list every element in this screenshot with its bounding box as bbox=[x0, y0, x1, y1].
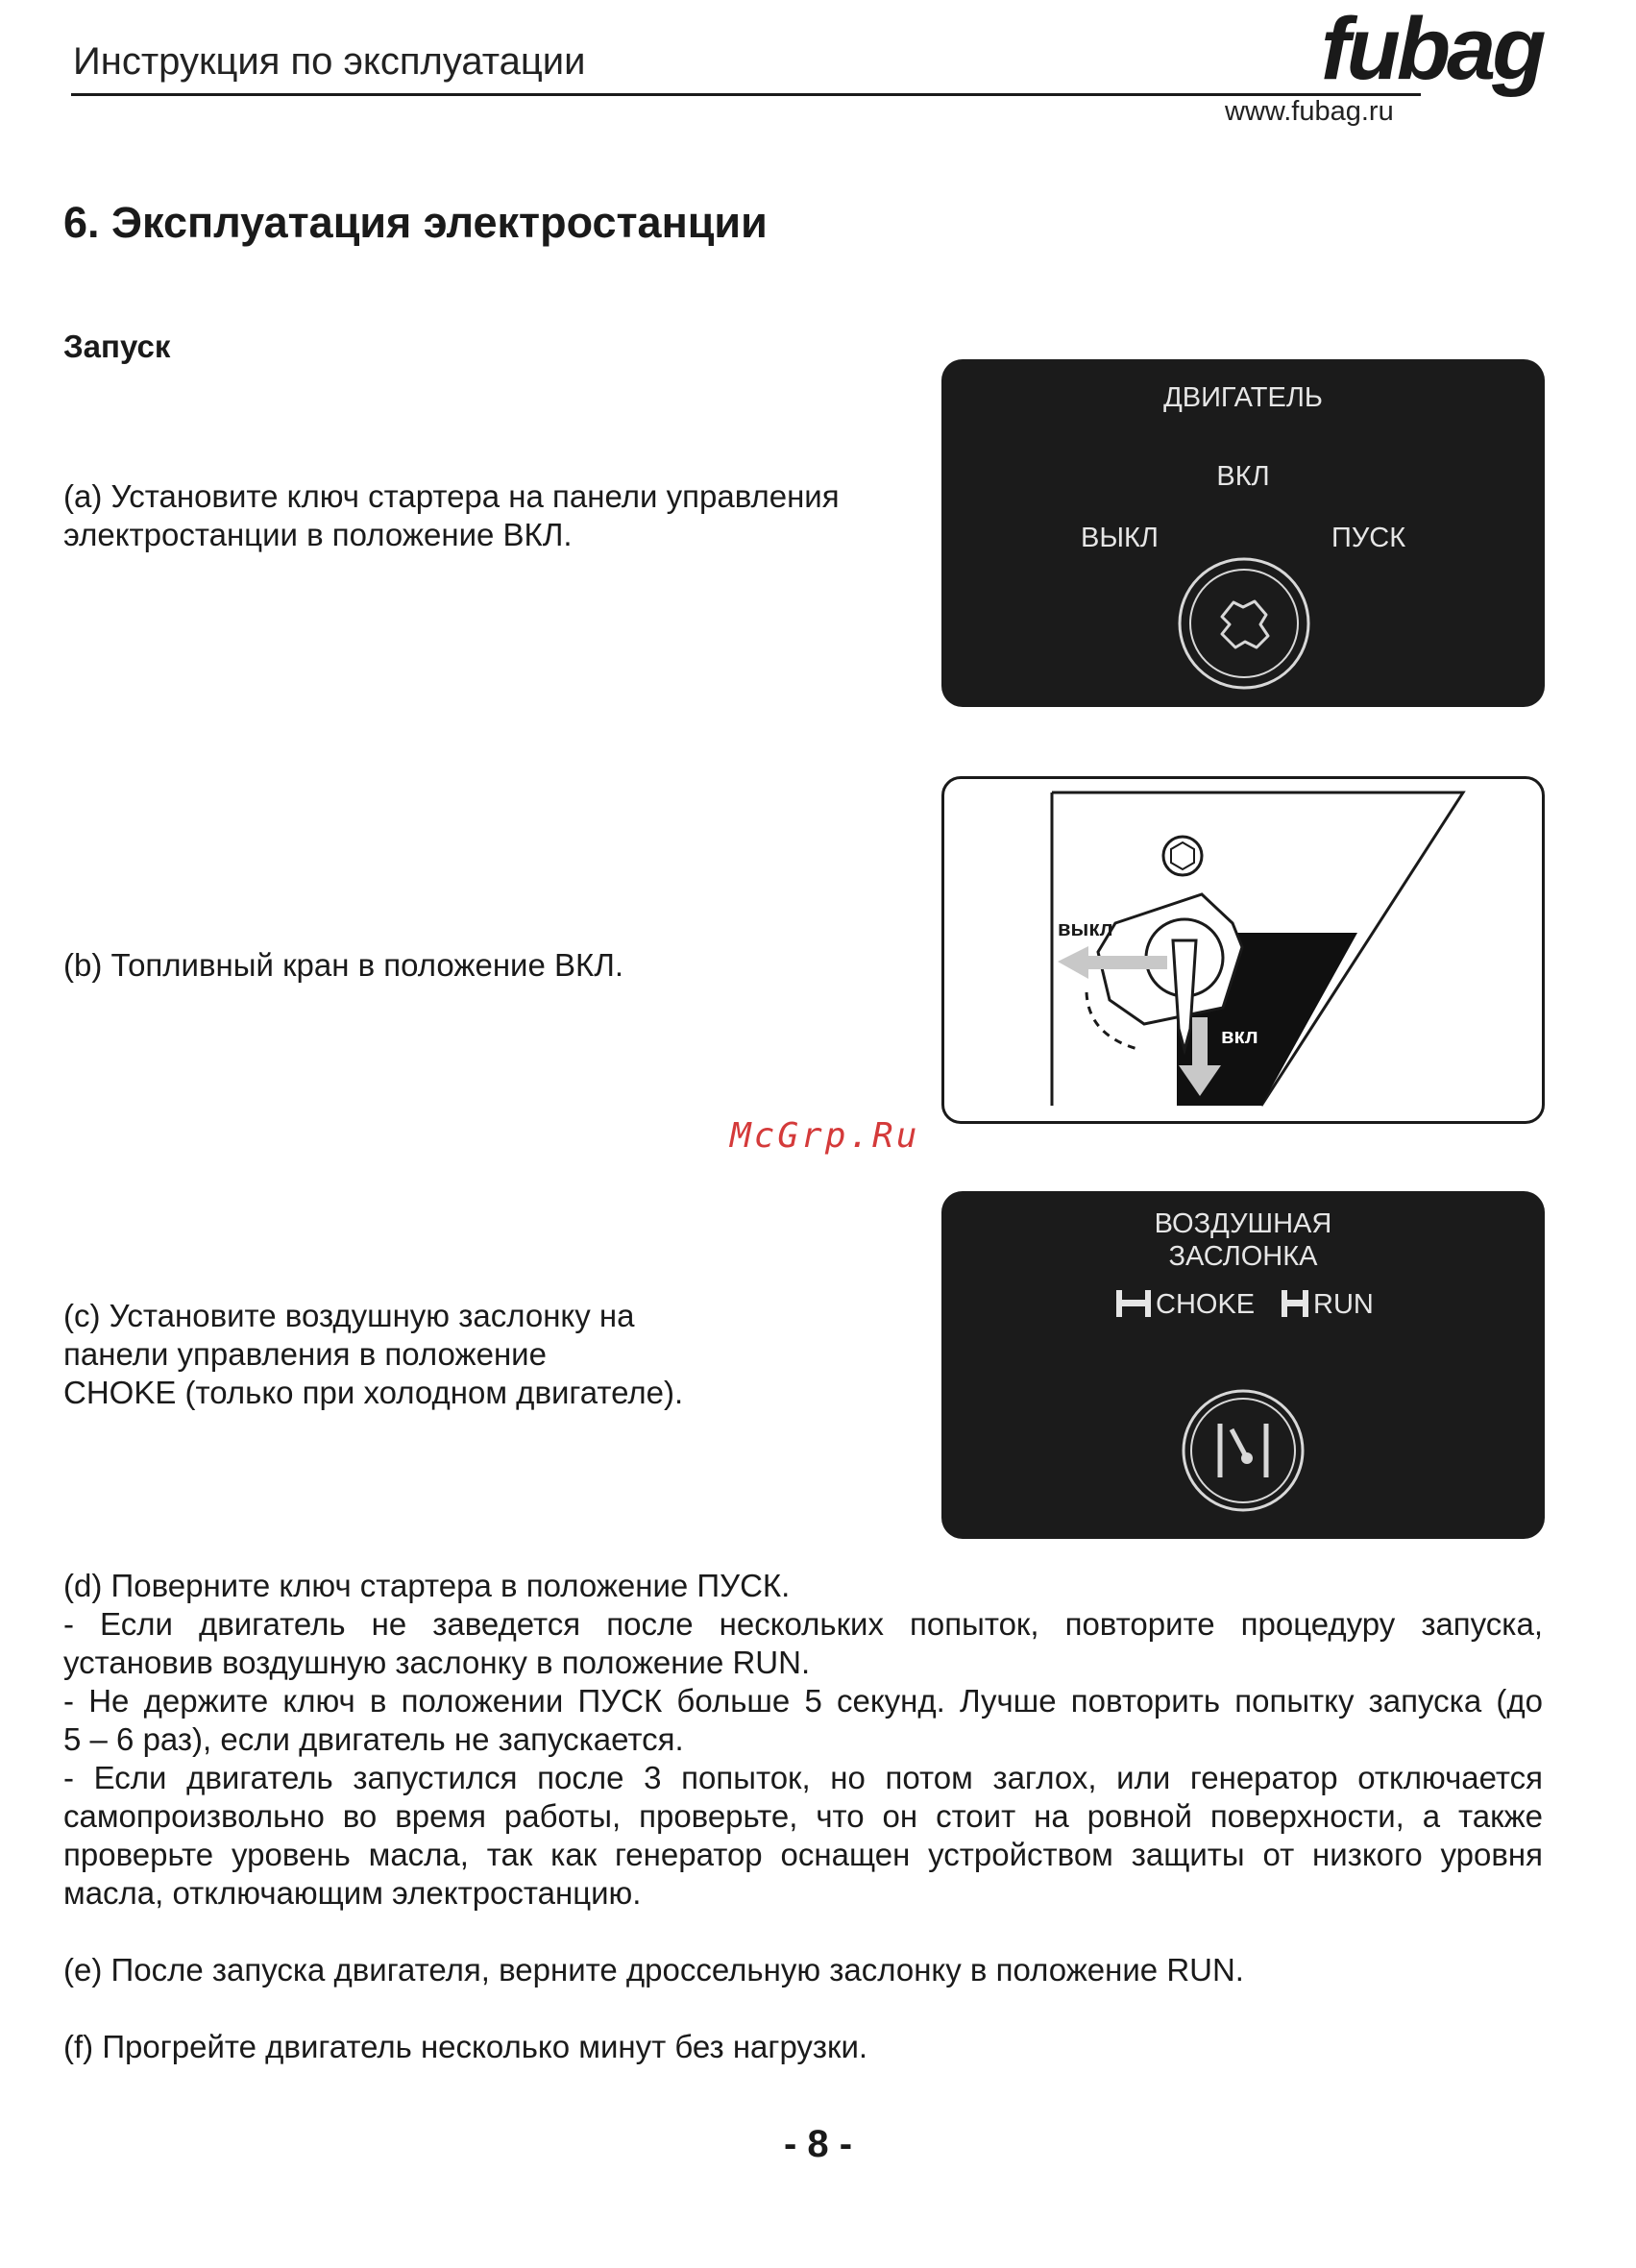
ignition-panel-title: ДВИГАТЕЛЬ bbox=[1163, 382, 1323, 413]
fuel-valve-drawing bbox=[944, 779, 1542, 1121]
step-d-line: самопроизвольно во время работы, проверьте, что он стоит на ровной поверхности, а также bbox=[63, 1798, 1543, 1834]
step-d-line: 5 – 6 раз), если двигатель не запускается. bbox=[63, 1721, 684, 1757]
step-c-text bbox=[63, 1297, 683, 1412]
step-d-line: установив воздушную заслонку в положение RUN. bbox=[63, 1645, 811, 1680]
step-a-text bbox=[63, 477, 840, 554]
run-symbol-icon bbox=[1280, 1288, 1310, 1319]
choke-panel-title-line2: ЗАСЛОНКА bbox=[1168, 1241, 1318, 1272]
subheading-start: Запуск bbox=[63, 329, 171, 364]
ignition-on-label: ВКЛ bbox=[1216, 461, 1270, 492]
step-d-text bbox=[63, 1567, 1543, 1913]
watermark: McGrp.Ru bbox=[730, 1116, 920, 1156]
step-d-line: масла, отключающим электростанцию. bbox=[63, 1875, 642, 1911]
step-d-line: - Если двигатель не заведется после нескольких попыток, повторите процедуру запуска, bbox=[63, 1606, 1543, 1642]
svg-text:fubag: fubag bbox=[1321, 0, 1543, 98]
step-d-line: - Если двигатель запустился после 3 попыток, но потом заглох, или генератор отключается bbox=[63, 1760, 1543, 1795]
fuel-valve-illustration bbox=[941, 776, 1545, 1124]
document-header-title: Инструкция по эксплуатации bbox=[73, 40, 586, 83]
step-c-line: (c) Установите воздушную заслонку на bbox=[63, 1298, 635, 1333]
choke-lever-icon bbox=[1178, 1385, 1308, 1516]
page-number: - 8 - bbox=[783, 2123, 853, 2165]
website-url: www.fubag.ru bbox=[1225, 96, 1394, 127]
step-a-line: (a) Установите ключ стартера на панели управления bbox=[63, 478, 840, 514]
fuel-off-label: выкл bbox=[1058, 916, 1113, 940]
choke-symbol-icon bbox=[1114, 1288, 1153, 1319]
choke-panel-title-line1: ВОЗДУШНАЯ bbox=[1154, 1208, 1332, 1239]
step-b-text: (b) Топливный кран в положение ВКЛ. bbox=[63, 947, 624, 983]
section-title: 6. Эксплуатация электростанции bbox=[63, 198, 768, 247]
step-e-text: (e) После запуска двигателя, верните дроссельную заслонку в положение RUN. bbox=[63, 1952, 1244, 1988]
step-c-line: панели управления в положение bbox=[63, 1336, 547, 1372]
fubag-logo bbox=[1311, 0, 1561, 110]
ignition-panel-illustration bbox=[941, 359, 1545, 707]
step-d-line: - Не держите ключ в положении ПУСК больше 5 секунд. Лучше повторить попытку запуска (до bbox=[63, 1683, 1543, 1719]
ignition-off-label: ВЫКЛ bbox=[1081, 523, 1159, 553]
ignition-key-icon bbox=[1172, 551, 1316, 695]
choke-label: CHOKE bbox=[1156, 1289, 1256, 1320]
step-f-text: (f) Прогрейте двигатель несколько минут без нагрузки. bbox=[63, 2029, 868, 2064]
fuel-on-label: вкл bbox=[1221, 1024, 1258, 1048]
choke-panel-illustration bbox=[941, 1191, 1545, 1539]
step-d-line: (d) Поверните ключ стартера в положение ПУСК. bbox=[63, 1568, 791, 1603]
step-d-line: проверьте уровень масла, так как генератор оснащен устройством защиты от низкого уровня bbox=[63, 1837, 1543, 1872]
step-c-line: CHOKE (только при холодном двигателе). bbox=[63, 1375, 684, 1410]
header-divider bbox=[71, 93, 1421, 96]
run-label: RUN bbox=[1313, 1289, 1374, 1320]
step-a-line: электростанции в положение ВКЛ. bbox=[63, 517, 573, 552]
ignition-start-label: ПУСК bbox=[1331, 523, 1406, 553]
